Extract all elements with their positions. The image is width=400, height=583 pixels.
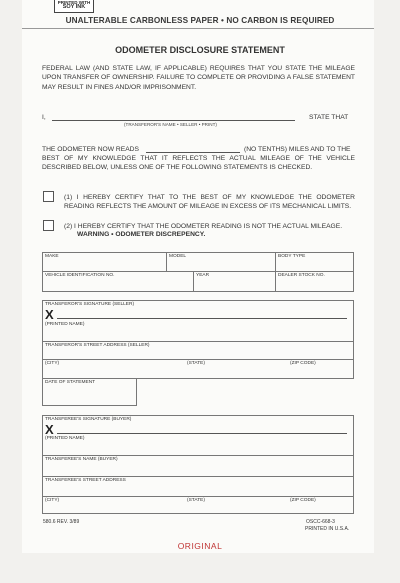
vehicle-grid-vline — [193, 271, 194, 291]
buyer-signature-label: TRANSFEREE'S SIGNATURE (BUYER) — [45, 417, 132, 422]
state-that-label: STATE THAT — [309, 114, 349, 121]
copy-designation: ORIGINAL — [177, 541, 223, 551]
soy-ink-logo — [54, 0, 94, 13]
banner-divider — [22, 28, 374, 29]
buyer-row-divider — [42, 455, 353, 456]
cert1-text: (1) I HEREBY CERTIFY THAT TO THE BEST OF MY KNOWLEDGE THE ODOMETER READING REFLECTS THE AMOUNT OF MILEAGE IN EXCESS OF ITS MECHANICAL LIMITS. — [64, 194, 355, 210]
intro-paragraph: FEDERAL LAW (AND STATE LAW, IF APPLICABLE) REQUIRES THAT YOU STATE THE MILEAGE UPON TRANSFER OF OWNERSHIP. FAILURE TO COMPLETE OR PROVIDING A FALSE STATEMENT MAY RESULT IN FINES AND/OR IMPRISONMENT. — [42, 65, 355, 91]
buyer-signature-x: X — [45, 422, 54, 437]
buyer-name-label[interactable]: TRANSFEREE'S NAME (BUYER) — [45, 457, 118, 462]
odometer-reading-line[interactable] — [146, 152, 240, 153]
seller-signature-line[interactable] — [57, 318, 347, 319]
seller-city-label[interactable]: (CITY) — [45, 361, 60, 366]
buyer-row-divider — [42, 476, 353, 477]
transferor-name-caption: (TRANSFEROR'S NAME • SELLER • PRINT) — [124, 122, 217, 127]
vehicle-grid-vline — [275, 252, 276, 291]
cert1-checkbox[interactable] — [43, 191, 54, 202]
buyer-printed-name-label[interactable]: (PRINTED NAME) — [45, 436, 85, 441]
body-type-field[interactable]: BODY TYPE — [278, 254, 306, 259]
cert2-checkbox[interactable] — [43, 220, 54, 231]
odometer-suffix: (NO TENTHS) MILES AND TO THE — [244, 146, 351, 153]
printed-in-usa: PRINTED IN U.S.A. — [305, 526, 350, 532]
year-field[interactable]: YEAR — [196, 273, 210, 278]
seller-street-label[interactable]: TRANSFEROR'S STREET ADDRESS (SELLER) — [45, 343, 150, 348]
seller-row-divider — [42, 341, 353, 342]
buyer-street-label[interactable]: TRANSFEREE'S STREET ADDRESS — [45, 478, 126, 483]
seller-printed-name-label[interactable]: (PRINTED NAME) — [45, 322, 85, 327]
buyer-city-label[interactable]: (CITY) — [45, 498, 60, 503]
odometer-rest: BEST OF MY KNOWLEDGE THAT IT REFLECTS THE ACTUAL MILEAGE OF THE VEHICLE DESCRIBED BELOW, UNLESS ONE OF THE FOLLOWING STATEMENTS IS CHECKED. — [42, 155, 355, 172]
seller-state-label[interactable]: (STATE) — [187, 361, 205, 366]
buyer-row-divider — [42, 496, 353, 497]
seller-block — [42, 300, 354, 379]
i-label: I, — [42, 114, 46, 121]
seller-zip-label[interactable]: (ZIP CODE) — [290, 361, 316, 366]
buyer-signature-line[interactable] — [57, 433, 347, 434]
cert2-warning: WARNING • ODOMETER DISCREPENCY. — [77, 231, 206, 238]
make-field[interactable]: MAKE — [45, 254, 59, 259]
logo-top-text: PRINTED WITH — [57, 0, 91, 5]
buyer-zip-label[interactable]: (ZIP CODE) — [290, 498, 316, 503]
seller-row-divider — [42, 359, 353, 360]
cert2-text: (2) I HEREBY CERTIFY THAT THE ODOMETER READING IS NOT THE ACTUAL MILEAGE. — [64, 223, 343, 230]
odometer-prefix: THE ODOMETER NOW READS — [42, 146, 139, 153]
form-revision: 580.6 REV. 3/89 — [43, 519, 80, 525]
form-code: OSCC-668-3 — [306, 519, 335, 525]
carbonless-banner: UNALTERABLE CARBONLESS PAPER • NO CARBON IS REQUIRED — [65, 16, 335, 25]
buyer-state-label[interactable]: (STATE) — [187, 498, 205, 503]
transferor-name-line[interactable] — [52, 120, 295, 121]
logo-bottom-text: SOY INK — [62, 4, 86, 10]
seller-signature-label: TRANSFEROR'S SIGNATURE (SELLER) — [45, 302, 135, 307]
date-of-statement-label: DATE OF STATEMENT — [45, 380, 96, 385]
form-title: ODOMETER DISCLOSURE STATEMENT — [115, 45, 285, 55]
dealer-stock-field[interactable]: DEALER STOCK NO. — [278, 273, 325, 278]
vehicle-grid-vline — [166, 252, 167, 271]
vin-field[interactable]: VEHICLE IDENTIFICATION NO. — [45, 273, 115, 278]
seller-signature-x: X — [45, 307, 54, 322]
model-field[interactable]: MODEL — [169, 254, 187, 259]
vehicle-info-grid — [42, 252, 354, 292]
vehicle-grid-divider — [42, 271, 353, 272]
